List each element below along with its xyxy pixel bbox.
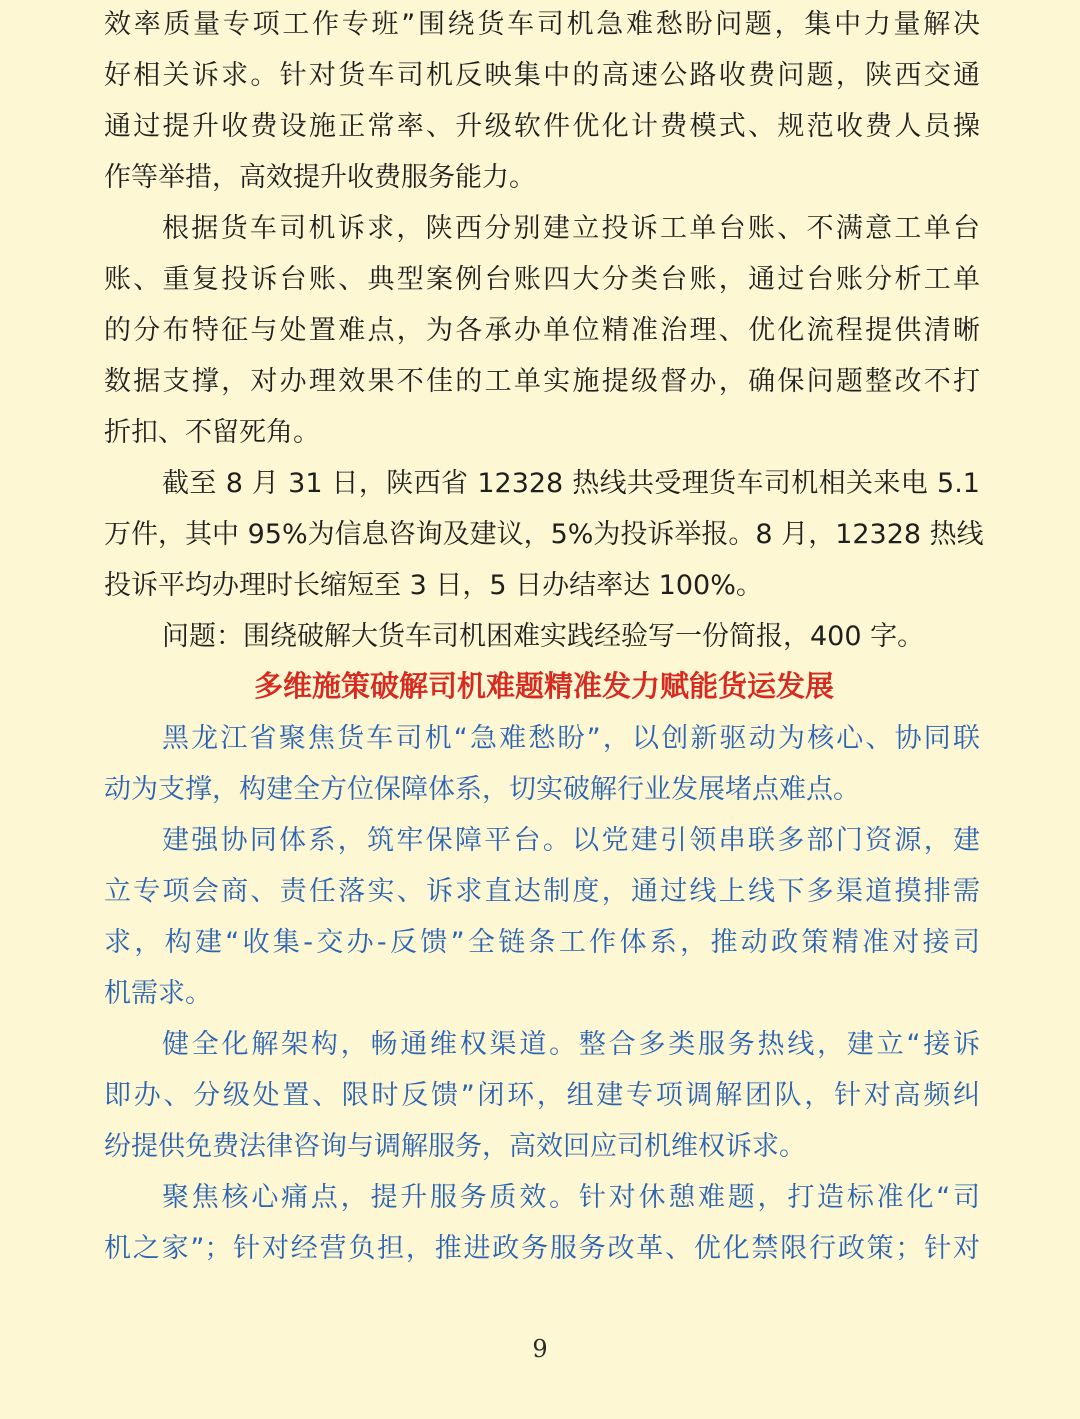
text-line: 作等举措，高效提升收费服务能力。	[104, 162, 536, 193]
text-line: 截至 8 月 31 日，陕西省 12328 热线共受理货车司机相关来电 5.1	[162, 468, 980, 499]
text-line: 根据货车司机诉求，陕西分别建立投诉工单台账、不满意工单台	[162, 213, 980, 244]
answer-line: 聚焦核心痛点，提升服务质效。针对休憩难题，打造标准化“司	[162, 1182, 980, 1213]
text-line: 账、重复投诉台账、典型案例台账四大分类台账，通过台账分析工单	[104, 264, 980, 295]
answer-line: 健全化解架构，畅通维权渠道。整合多类服务热线，建立“接诉	[162, 1029, 980, 1060]
answer-line: 动为支撑，构建全方位保障体系，切实破解行业发展堵点难点。	[104, 774, 860, 805]
document-page	[104, 0, 984, 1419]
text-line: 数据支撑，对办理效果不佳的工单实施提级督办，确保问题整改不打	[104, 366, 980, 397]
answer-line: 立专项会商、责任落实、诉求直达制度，通过线上线下多渠道摸排需	[104, 876, 980, 907]
answer-line: 纷提供免费法律咨询与调解服务，高效回应司机维权诉求。	[104, 1131, 806, 1162]
text-line: 效率质量专项工作专班”围绕货车司机急难愁盼问题，集中力量解决	[104, 9, 980, 40]
answer-line: 黑龙江省聚焦货车司机“急难愁盼”，以创新驱动为核心、协同联	[162, 723, 980, 754]
answer-line: 建强协同体系，筑牢保障平台。以党建引领串联多部门资源，建	[162, 825, 980, 856]
question-line: 问题：围绕破解大货车司机困难实践经验写一份简报，400 字。	[162, 621, 925, 652]
text-line: 的分布特征与处置难点，为各承办单位精准治理、优化流程提供清晰	[104, 315, 980, 346]
answer-line: 机之家”；针对经营负担，推进政务服务改革、优化禁限行政策；针对	[104, 1233, 980, 1264]
text-line: 万件，其中 95%为信息咨询及建议，5%为投诉举报。8 月，12328 热线	[104, 519, 984, 550]
text-line: 好相关诉求。针对货车司机反映集中的高速公路收费问题，陕西交通	[104, 60, 980, 91]
answer-line: 即办、分级处置、限时反馈”闭环，组建专项调解团队，针对高频纠	[104, 1080, 980, 1111]
text-line: 通过提升收费设施正常率、升级软件优化计费模式、规范收费人员操	[104, 111, 980, 142]
text-line: 投诉平均办理时长缩短至 3 日，5 日办结率达 100%。	[104, 570, 763, 601]
page-number: 9	[532, 1335, 548, 1363]
text-line: 折扣、不留死角。	[104, 417, 320, 448]
answer-line: 机需求。	[104, 978, 212, 1009]
answer-title: 多维施策破解司机难题精准发力赋能货运发展	[253, 669, 834, 703]
answer-line: 求，构建“收集-交办-反馈”全链条工作体系，推动政策精准对接司	[104, 927, 980, 958]
